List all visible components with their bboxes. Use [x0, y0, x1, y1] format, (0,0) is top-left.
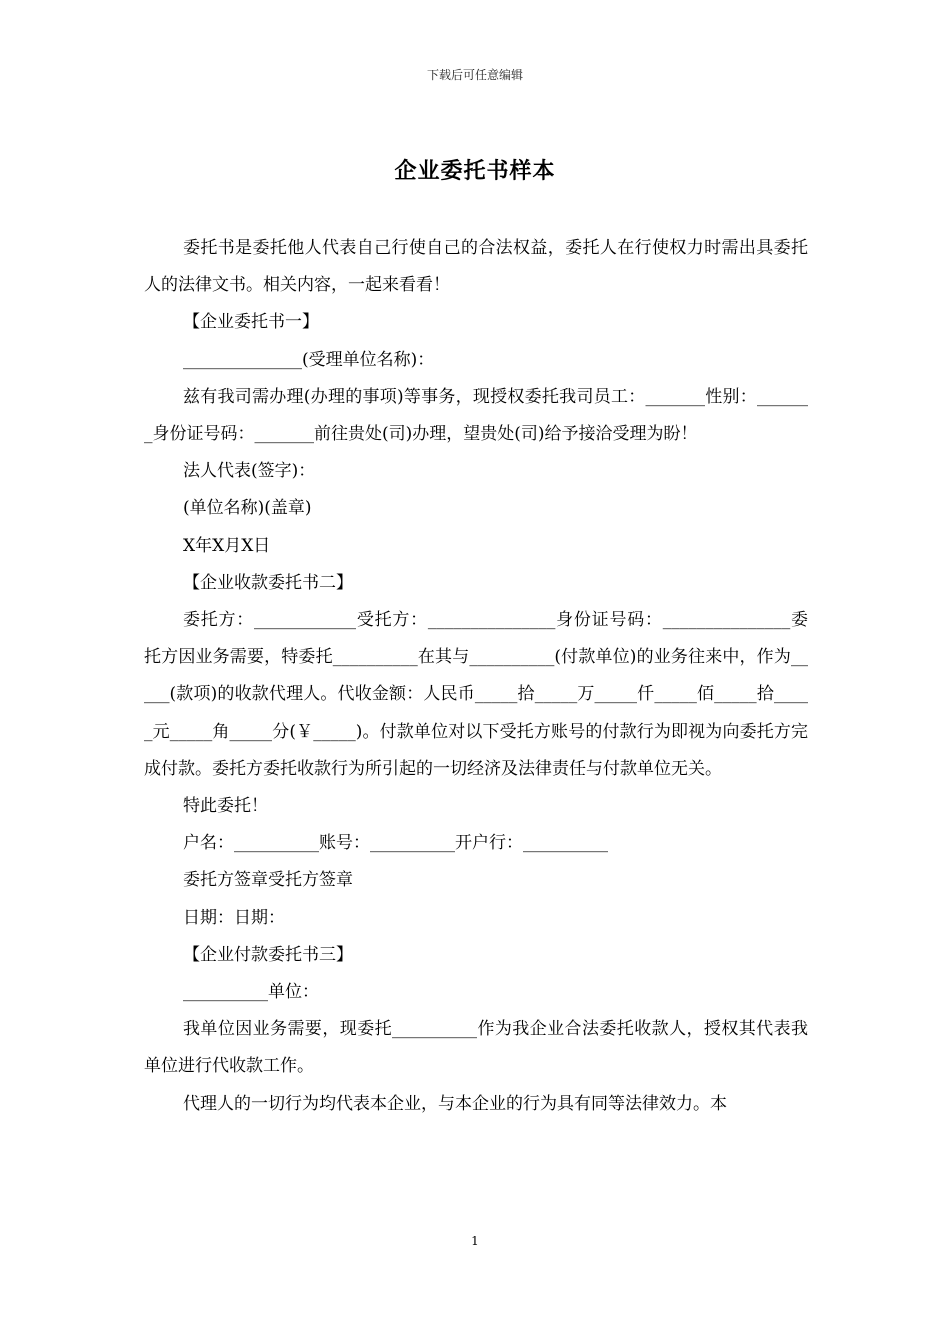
paragraph-collection-terms: 委托方：____________受托方：_______________身份证号码：_______________委托方因业务需要，特委托__________在其与__________(付款单位)的业务往来中，作为_____(款项)的收款代理人。代收金额：人民币_____拾_____万_____仟_____佰_____拾_____元_____角_____分(￥_____)。付款单位对以下受托方账号的付款行为即视为向委托方完成付款。委托方委托收款行为所引起的一切经济及法律责任与付款单位无关。: [144, 610, 808, 779]
page-header: 下载后可任意编辑: [426, 68, 523, 82]
paragraph-payment-authorization: 我单位因业务需要，现委托__________作为我企业合法委托收款人，授权其代表我单位进行代收款工作。: [144, 1019, 808, 1077]
addressee-line: ______________(受理单位名称)：: [183, 349, 435, 370]
document-title: 企业委托书样本: [394, 158, 556, 184]
company-seal-line: (单位名称)(盖章): [183, 498, 312, 519]
closing-line: 特此委托！: [183, 796, 268, 817]
section-heading-2: 【企业收款委托书二】: [183, 572, 353, 593]
account-info-line: 户名：__________账号：__________开户行：__________: [183, 833, 608, 854]
paragraph-intro: 委托书是委托他人代表自己行使自己的合法权益，委托人在行使权力时需出具委托人的法律文书。相关内容，一起来看看！: [144, 238, 808, 296]
paragraph-authorization: 兹有我司需办理(办理的事项)等事务，现授权委托我司员工：_______性别：_______身份证号码：_______前往贵处(司)办理，望贵处(司)给予接洽受理为盼！: [144, 386, 808, 445]
paragraph-agent-validity: 代理人的一切行为均代表本企业，与本企业的行为具有同等法律效力。本: [183, 1093, 727, 1114]
section-heading-1: 【企业委托书一】: [183, 312, 319, 333]
signatures-line: 委托方签章受托方签章: [183, 870, 353, 891]
dates-line: 日期：日期：: [183, 907, 285, 928]
page-number: 1: [471, 1234, 479, 1248]
unit-addressee-line: __________单位：: [183, 982, 319, 1003]
date-line: X年X月X日: [183, 535, 271, 556]
legal-rep-signature-line: 法人代表(签字)：: [183, 461, 316, 482]
section-heading-3: 【企业付款委托书三】: [183, 944, 353, 965]
document-body: [144, 230, 808, 1123]
